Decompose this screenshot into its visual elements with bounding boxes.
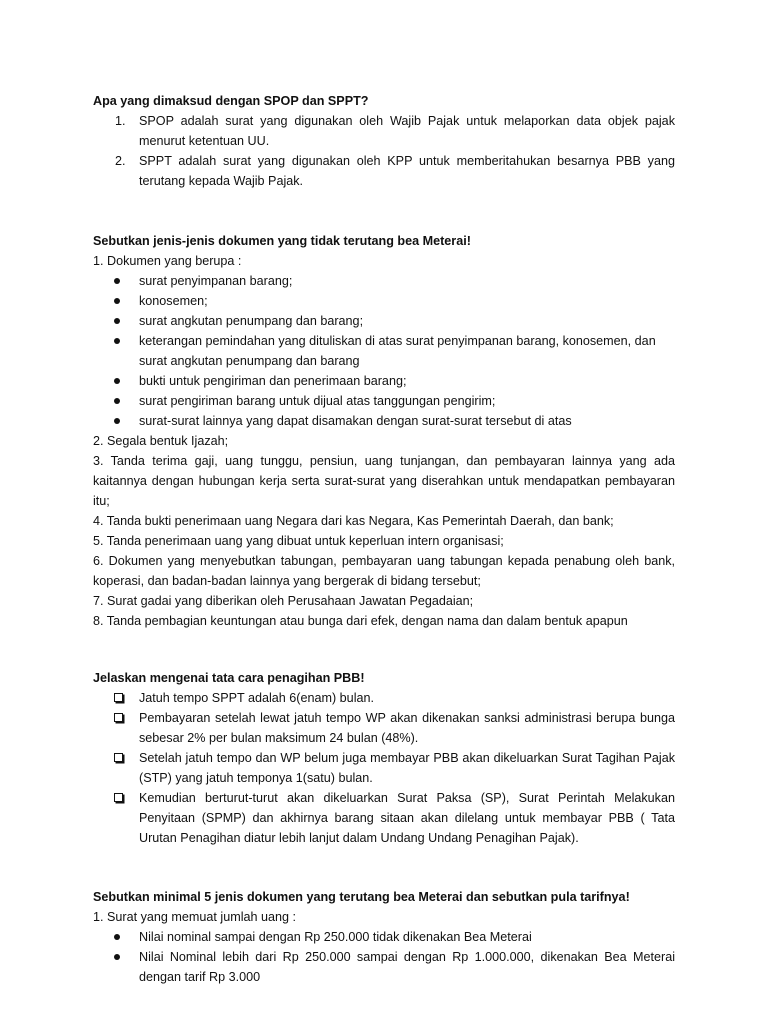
bullet-item: [93, 331, 675, 371]
bullet-text: konosemen;: [139, 294, 208, 308]
bullet-item: [93, 927, 675, 947]
square-bullet-icon: [114, 713, 123, 722]
list-item: 6. Dokumen yang menyebutkan tabungan, pembayaran uang tabungan kepada penabung oleh bank, koperasi, dan badan-badan lainnya yang bergerak di bidang tersebut;: [93, 554, 675, 588]
bullet-item: [93, 411, 675, 431]
list-item: 4. Tanda bukti penerimaan uang Negara dari kas Negara, Kas Pemerintah Daerah, dan bank;: [93, 514, 614, 528]
list-item: 7. Surat gadai yang diberikan oleh Perusahaan Jawatan Pegadaian;: [93, 594, 474, 608]
checkbox-item: [93, 788, 675, 848]
list-intro: 1. Dokumen yang berupa :: [93, 254, 242, 268]
bullet-text: Nilai Nominal lebih dari Rp 250.000 sampai dengan Rp 1.000.000, dikenakan Bea Meterai dengan tarif Rp 3.000: [139, 950, 675, 984]
bullet-icon: [114, 378, 120, 384]
item-text: SPPT adalah surat yang digunakan oleh KPP untuk memberitahukan besarnya PBB yang terutang kepada Wajib Pajak.: [139, 154, 675, 188]
section-penagihan-pbb: [93, 668, 675, 848]
bullet-text: surat penyimpanan barang;: [139, 274, 293, 288]
bullet-icon: [114, 954, 120, 960]
bullet-text: keterangan pemindahan yang dituliskan di atas surat penyimpanan barang, konosemen, dan surat angkutan penumpang dan barang: [139, 334, 656, 368]
bullet-icon: [114, 278, 120, 284]
bullet-text: surat-surat lainnya yang dapat disamakan dengan surat-surat tersebut di atas: [139, 414, 572, 428]
bullet-item: [93, 947, 675, 987]
list-item: 5. Tanda penerimaan uang yang dibuat untuk keperluan intern organisasi;: [93, 534, 504, 548]
square-bullet-icon: [114, 693, 123, 702]
item-text: SPOP adalah surat yang digunakan oleh Wajib Pajak untuk melaporkan data objek pajak menurut ketentuan UU.: [139, 114, 675, 148]
checkbox-item: [93, 748, 675, 788]
bullet-icon: [114, 298, 120, 304]
item-text: Jatuh tempo SPPT adalah 6(enam) bulan.: [139, 691, 374, 705]
list-item: [93, 151, 675, 191]
square-bullet-icon: [114, 793, 123, 802]
bullet-text: Nilai nominal sampai dengan Rp 250.000 tidak dikenakan Bea Meterai: [139, 930, 532, 944]
question-heading: Apa yang dimaksud dengan SPOP dan SPPT?: [93, 94, 369, 108]
section-spop-sppt: [93, 91, 675, 191]
section-dokumen-terutang: [93, 887, 675, 987]
bullet-text: surat angkutan penumpang dan barang;: [139, 314, 364, 328]
item-text: Setelah jatuh tempo dan WP belum juga membayar PBB akan dikeluarkan Surat Tagihan Pajak (STP) yang jatuh temponya 1(satu) bulan.: [139, 751, 675, 785]
bullet-icon: [114, 398, 120, 404]
item-text: Kemudian berturut-turut akan dikeluarkan Surat Paksa (SP), Surat Perintah Melakukan Penyitaan (SPMP) dan akhirnya barang sitaan akan dilelang untuk membayar PBB ( Tata Urutan Penagihan diatur lebih lanjut dalam Undang Undang Penagihan Pajak).: [139, 791, 675, 845]
bullet-item: [93, 291, 675, 311]
question-heading: Jelaskan mengenai tata cara penagihan PBB!: [93, 671, 365, 685]
item-number: 1.: [115, 114, 126, 128]
list-item: [93, 111, 675, 151]
bullet-icon: [114, 934, 120, 940]
bullet-item: [93, 371, 675, 391]
bullet-item: [93, 271, 675, 291]
bullet-icon: [114, 418, 120, 424]
square-bullet-icon: [114, 753, 123, 762]
list-item: 8. Tanda pembagian keuntungan atau bunga dari efek, dengan nama dan dalam bentuk apapun: [93, 614, 628, 628]
list-item: 2. Segala bentuk Ijazah;: [93, 434, 229, 448]
bullet-item: [93, 391, 675, 411]
checkbox-item: [93, 708, 675, 748]
list-item: 3. Tanda terima gaji, uang tunggu, pensiun, uang tunjangan, dan pembayaran lainnya yang ada kaitannya dengan hubungan kerja serta surat-surat yang diserahkan untuk mendapatkan pembayaran itu;: [93, 454, 675, 508]
item-number: 2.: [115, 154, 126, 168]
bullet-item: [93, 311, 675, 331]
checkbox-item: [93, 688, 675, 708]
bullet-icon: [114, 318, 120, 324]
section-dokumen-tidak-terutang: [93, 231, 675, 631]
item-text: Pembayaran setelah lewat jatuh tempo WP akan dikenakan sanksi administrasi berupa bunga sebesar 2% per bulan maksimum 24 bulan (48%).: [139, 711, 675, 745]
list-intro: 1. Surat yang memuat jumlah uang :: [93, 910, 297, 924]
question-heading: Sebutkan jenis-jenis dokumen yang tidak terutang bea Meterai!: [93, 234, 471, 248]
bullet-icon: [114, 338, 120, 344]
bullet-text: bukti untuk pengiriman dan penerimaan barang;: [139, 374, 407, 388]
bullet-text: surat pengiriman barang untuk dijual atas tanggungan pengirim;: [139, 394, 496, 408]
question-heading: Sebutkan minimal 5 jenis dokumen yang terutang bea Meterai dan sebutkan pula tarifnya!: [93, 890, 630, 904]
